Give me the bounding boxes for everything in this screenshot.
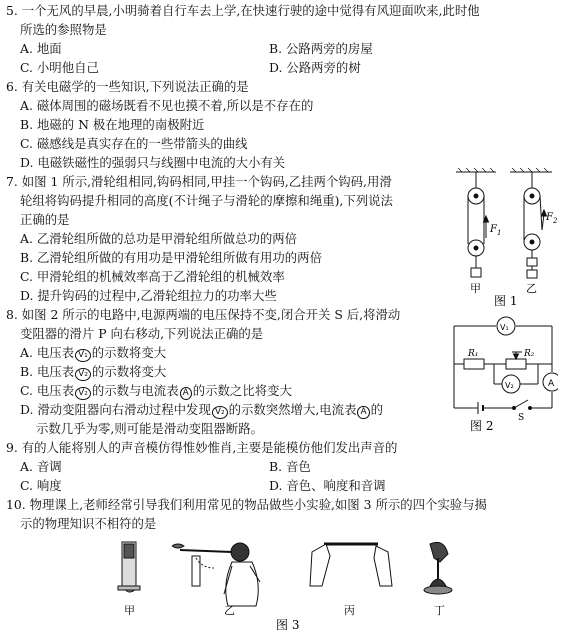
question-8 — [6, 305, 400, 438]
experiment-jia-label: 甲 — [124, 604, 135, 617]
voltmeter-v2-symbol: V₂ — [75, 387, 91, 400]
voltmeter-v1-symbol: V₁ — [75, 349, 91, 362]
experiment-bing-illustration — [310, 544, 392, 586]
q9-stem: 9. 有的人能将别人的声音模仿得惟妙惟肖,主要是能模仿他们发出声音的 — [6, 440, 398, 455]
q7-option-c: C. 甲滑轮组的机械效率高于乙滑轮组的机械效率 — [20, 269, 285, 284]
q9-option-d: D. 音色、响度和音调 — [269, 478, 386, 493]
q5-option-c: C. 小明他自己 — [20, 60, 99, 75]
force-f2-label: $F_2$ — [546, 212, 558, 225]
q9-options-row1 — [6, 457, 397, 476]
resistor-r2-label: R₂ — [524, 349, 535, 359]
figure-3-caption: 图 3 — [276, 618, 300, 632]
q9-option-b: B. 音色 — [269, 459, 311, 474]
q7-stem-line3: 正确的是 — [20, 212, 70, 227]
switch-s-label: S — [518, 413, 525, 423]
q7-option-d: D. 提升钩码的过程中,乙滑轮组拉力的功率大些 — [20, 288, 277, 303]
experiment-jia-illustration — [118, 542, 140, 592]
q9-option-a: A. 音调 — [20, 459, 62, 474]
experiments-figure-3 — [100, 536, 490, 632]
q6-option-d: D. 电磁铁磁性的强弱只与线圈中电流的大小有关 — [20, 155, 286, 170]
q6-option-c: C. 磁感线是真实存在的一些带箭头的曲线 — [20, 136, 248, 151]
q9-option-c: C. 响度 — [20, 478, 62, 493]
force-f1-label: $F_1$ — [490, 224, 502, 237]
question-7 — [6, 172, 393, 305]
experiment-bing-label: 丙 — [344, 604, 355, 617]
q7-option-a: A. 乙滑轮组所做的总功是甲滑轮组所做总功的两倍 — [20, 231, 298, 246]
q8-option-b: B. 电压表 V₂ 的示数将变大 — [20, 364, 167, 379]
ammeter-symbol: A — [357, 406, 369, 419]
q5-option-b: B. 公路两旁的房屋 — [269, 41, 373, 56]
figure-1-caption: 图 1 — [494, 294, 518, 308]
experiment-ding-label: 丁 — [434, 604, 445, 617]
question-10 — [6, 495, 487, 533]
pulley-figure-1 — [452, 168, 560, 308]
q8-option-d-line2: 示数几乎为零,则可能是滑动变阻器断路。 — [36, 421, 263, 436]
voltmeter-v2-symbol: V₂ — [212, 406, 228, 419]
figure-2-caption: 图 2 — [470, 419, 494, 433]
q5-stem-line2: 所选的参照物是 — [20, 22, 107, 37]
q7-option-b: B. 乙滑轮组所做的有用功是甲滑轮组所做有用功的两倍 — [20, 250, 322, 265]
q5-option-d: D. 公路两旁的树 — [269, 60, 361, 75]
q8-option-c: C. 电压表 V₂ 的示数与电流表 A 的示数之比将变大 — [20, 383, 292, 398]
voltmeter-v2-label: V₂ — [505, 381, 514, 390]
q5-stem-line1: 5. 一个无风的早晨,小明骑着自行车去上学,在快速行驶的途中觉得有风迎面吹来,此时他 — [6, 3, 480, 18]
experiment-yi-label: 乙 — [224, 604, 235, 617]
ammeter-label: A — [548, 379, 555, 389]
experiment-ding-illustration — [424, 542, 452, 594]
q9-options-row2 — [6, 476, 397, 495]
q5-option-a: A. 地面 — [20, 41, 62, 56]
q6-option-b: B. 地磁的 N 极在地理的南极附近 — [20, 117, 205, 132]
q6-option-a: A. 磁体周围的磁场既看不见也摸不着,所以是不存在的 — [20, 98, 314, 113]
ammeter-symbol: A — [180, 387, 192, 400]
q6-stem: 6. 有关电磁学的一些知识,下列说法正确的是 — [6, 79, 249, 94]
voltmeter-v1-label: V₁ — [500, 323, 509, 332]
voltmeter-v2-symbol: V₂ — [75, 368, 91, 381]
circuit-figure-2 — [448, 312, 558, 434]
question-9 — [6, 438, 397, 495]
q5-options-row1 — [6, 39, 480, 58]
q5-options-row2 — [6, 58, 480, 77]
q8-option-a: A. 电压表 V₁ 的示数将变大 — [20, 345, 167, 360]
pulley-jia-label: 甲 — [470, 282, 481, 295]
q7-stem-line1: 7. 如图 1 所示,滑轮组相同,钩码相同,甲挂一个钩码,乙挂两个钩码,用滑 — [6, 174, 392, 189]
question-5 — [6, 1, 480, 77]
q8-stem-line1: 8. 如图 2 所示的电路中,电源两端的电压保持不变,闭合开关 S 后,将滑动 — [6, 307, 401, 322]
q10-stem-line1: 10. 物理课上,老师经常引导我们利用常见的物品做些小实验,如图 3 所示的四个实验与揭 — [6, 497, 487, 512]
q8-option-d: D. 滑动变阻器向右滑动过程中发现 V₂ 的示数突然增大,电流表 A 的 — [20, 402, 384, 417]
question-6 — [6, 77, 313, 172]
experiment-yi-illustration — [172, 543, 260, 606]
q8-stem-line2: 变阻器的滑片 P 向右移动,下列说法正确的是 — [20, 326, 264, 341]
q10-stem-line2: 示的物理知识不相符的是 — [20, 516, 157, 531]
pulley-yi-label: 乙 — [526, 282, 537, 295]
q7-stem-line2: 轮组将钩码提升相同的高度(不计绳子与滑轮的摩擦和绳重),下列说法 — [20, 193, 393, 208]
resistor-r1-label: R₁ — [468, 349, 479, 359]
